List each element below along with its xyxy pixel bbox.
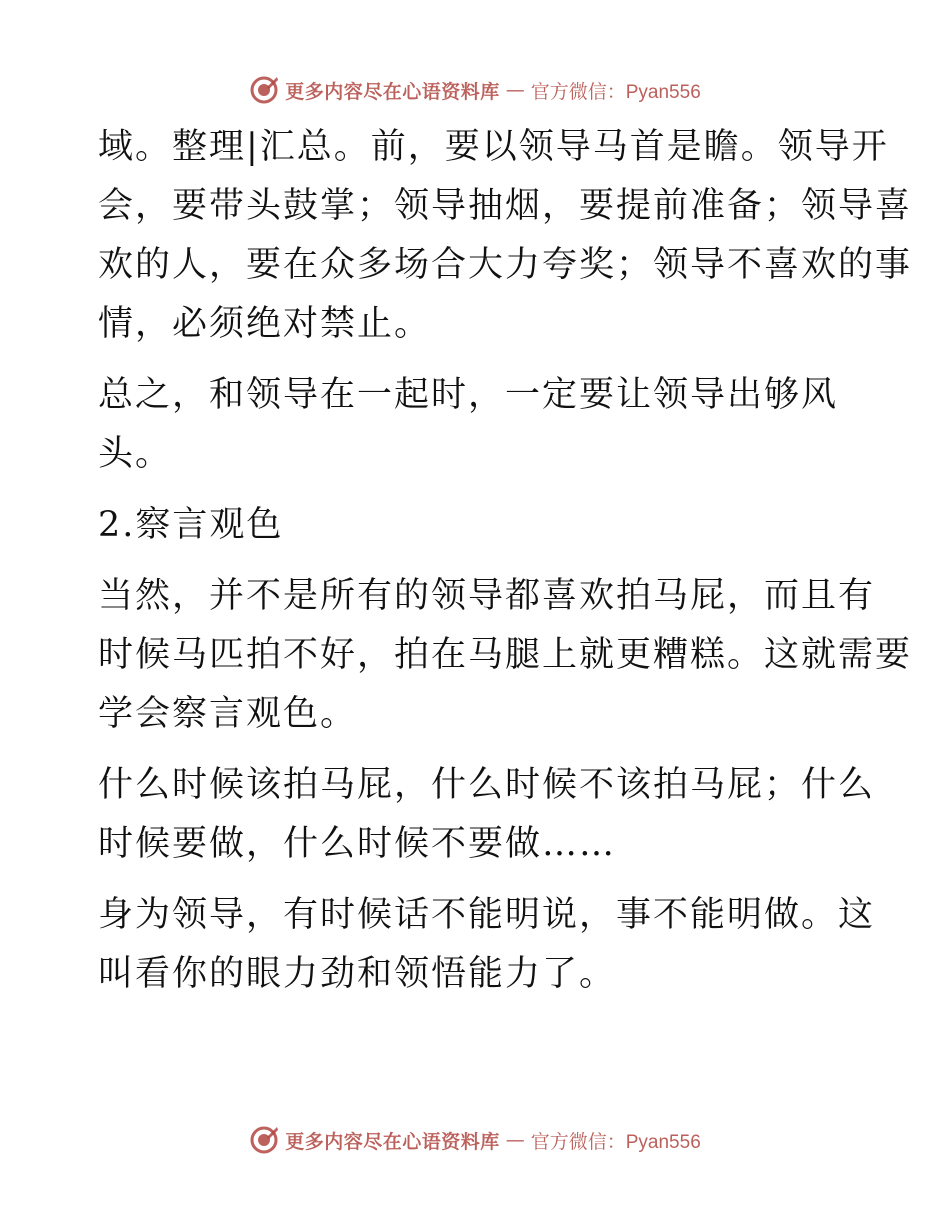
paragraph-3 [98, 567, 913, 744]
text-line: 学会察言观色。 [98, 694, 358, 734]
footer-watermark-text: 更多内容尽在心语资料库 [285, 1130, 500, 1153]
text-line: 总之，和领导在一起时，一定要让领导出够风 [98, 375, 839, 415]
section-heading [98, 496, 858, 555]
text-line: 时候要做，什么时候不要做…… [98, 824, 617, 864]
text-line: 时候马匹拍不好，拍在马腿上就更糟糕。这就需要 [98, 635, 913, 675]
footer-watermark-contact: 官方微信：Pyan556 [530, 1131, 701, 1153]
text-line: 叫看你的眼力劲和领悟能力了。 [98, 954, 617, 994]
text-line: 欢的人，要在众多场合大力夸奖；领导不喜欢的事 [98, 245, 913, 285]
paragraph-5 [98, 886, 876, 1004]
paragraph-1 [98, 118, 913, 354]
pen-circle-logo-icon [249, 1125, 279, 1155]
text-line: 头。 [98, 434, 173, 474]
document-body [98, 118, 913, 1016]
text-line: 2.察言观色 [98, 505, 284, 545]
text-line: 身为领导，有时候话不能明说，事不能明做。这 [98, 895, 876, 935]
text-line: 会，要带头鼓掌；领导抽烟，要提前准备；领导喜 [98, 186, 913, 226]
text-line: 域。整理|汇总。前，要以领导马首是瞻。领导开 [98, 127, 889, 167]
header-watermark-dash: — [505, 79, 525, 101]
header-watermark-text: 更多内容尽在心语资料库 [285, 80, 500, 103]
pen-circle-logo-icon [249, 75, 279, 105]
footer-watermark-dash: — [505, 1129, 525, 1151]
text-line: 什么时候该拍马屁，什么时候不该拍马屁；什么 [98, 765, 876, 805]
paragraph-2 [98, 366, 858, 484]
paragraph-4 [98, 756, 876, 874]
footer-watermark [0, 1120, 950, 1160]
text-line: 情，必须绝对禁止。 [98, 304, 432, 344]
header-watermark-contact: 官方微信：Pyan556 [530, 81, 701, 103]
text-line: 当然，并不是所有的领导都喜欢拍马屁，而且有 [98, 576, 876, 616]
header-watermark [0, 70, 950, 110]
